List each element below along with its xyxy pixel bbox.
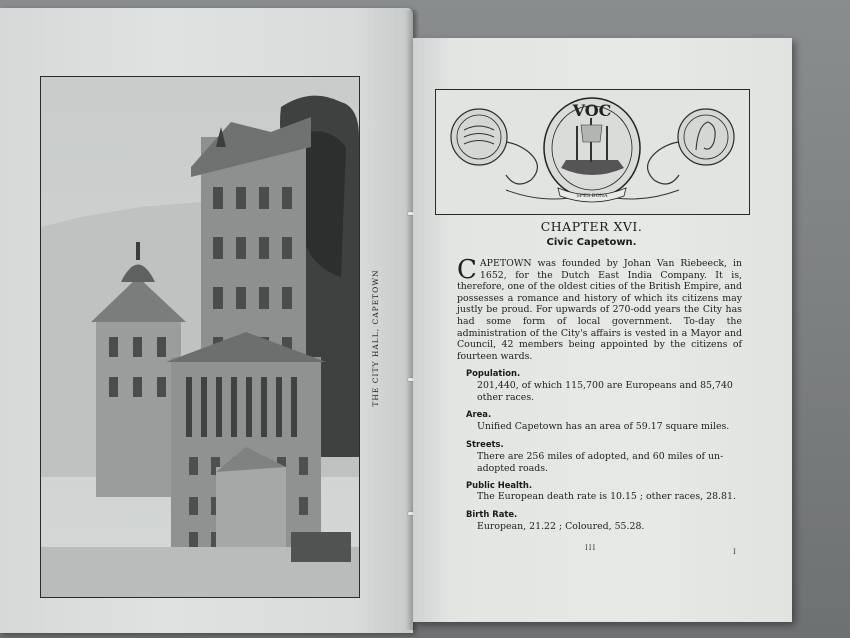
- section-text-streets: There are 256 miles of adopted, and 60 miles of un-adopted roads.: [477, 451, 724, 474]
- intro-paragraph: [457, 255, 742, 362]
- section-text-population: 201,440, of which 115,700 are Europeans and 85,740 other races.: [477, 380, 733, 403]
- section-text-area: Unified Capetown has an area of 59.17 square miles.: [477, 421, 730, 432]
- section-text-public-health: The European death rate is 10.15 ; other races, 28.81.: [477, 491, 736, 502]
- left-page: [0, 8, 413, 633]
- section-heading-streets: Streets.: [466, 439, 504, 449]
- drop-cap: C: [457, 255, 477, 285]
- voc-monogram: VOC: [572, 101, 612, 120]
- ribbon-text: SPES BONA: [576, 193, 608, 199]
- section-text-birth-rate: European, 21.22 ; Coloured, 55.28.: [477, 521, 645, 532]
- chapter-subtitle: Civic Capetown.: [546, 237, 637, 248]
- plate-caption: THE CITY HALL, CAPETOWN: [371, 269, 380, 407]
- page-number: I: [733, 548, 736, 556]
- page-number-roman: III: [585, 544, 597, 552]
- section-heading-birth-rate: Birth Rate.: [466, 509, 518, 519]
- intro-text: APETOWN was founded by Johan Van Riebeeck, in 1652, for the Dutch East India Company. It is, therefore, one of the oldest cities of the British Empire, and possesses a romance and history of which its citizens may justly be proud. For upwards of 270-odd years the City has had some form of local government. To-day the administration of the City's affairs is vested in a Mayor and Council, 42 members being appointed by the citizens of fourteen wards.: [457, 258, 742, 362]
- city-hall-plate: [40, 76, 360, 598]
- section-heading-population: Population.: [466, 368, 521, 378]
- city-hall-illustration: [41, 77, 359, 597]
- section-heading-public-health: Public Health.: [466, 480, 533, 490]
- voc-emblem-vignette: [436, 90, 749, 214]
- chapter-title: CHAPTER XVI.: [540, 219, 643, 234]
- section-heading-area: Area.: [466, 409, 492, 419]
- header-vignette: [435, 89, 750, 215]
